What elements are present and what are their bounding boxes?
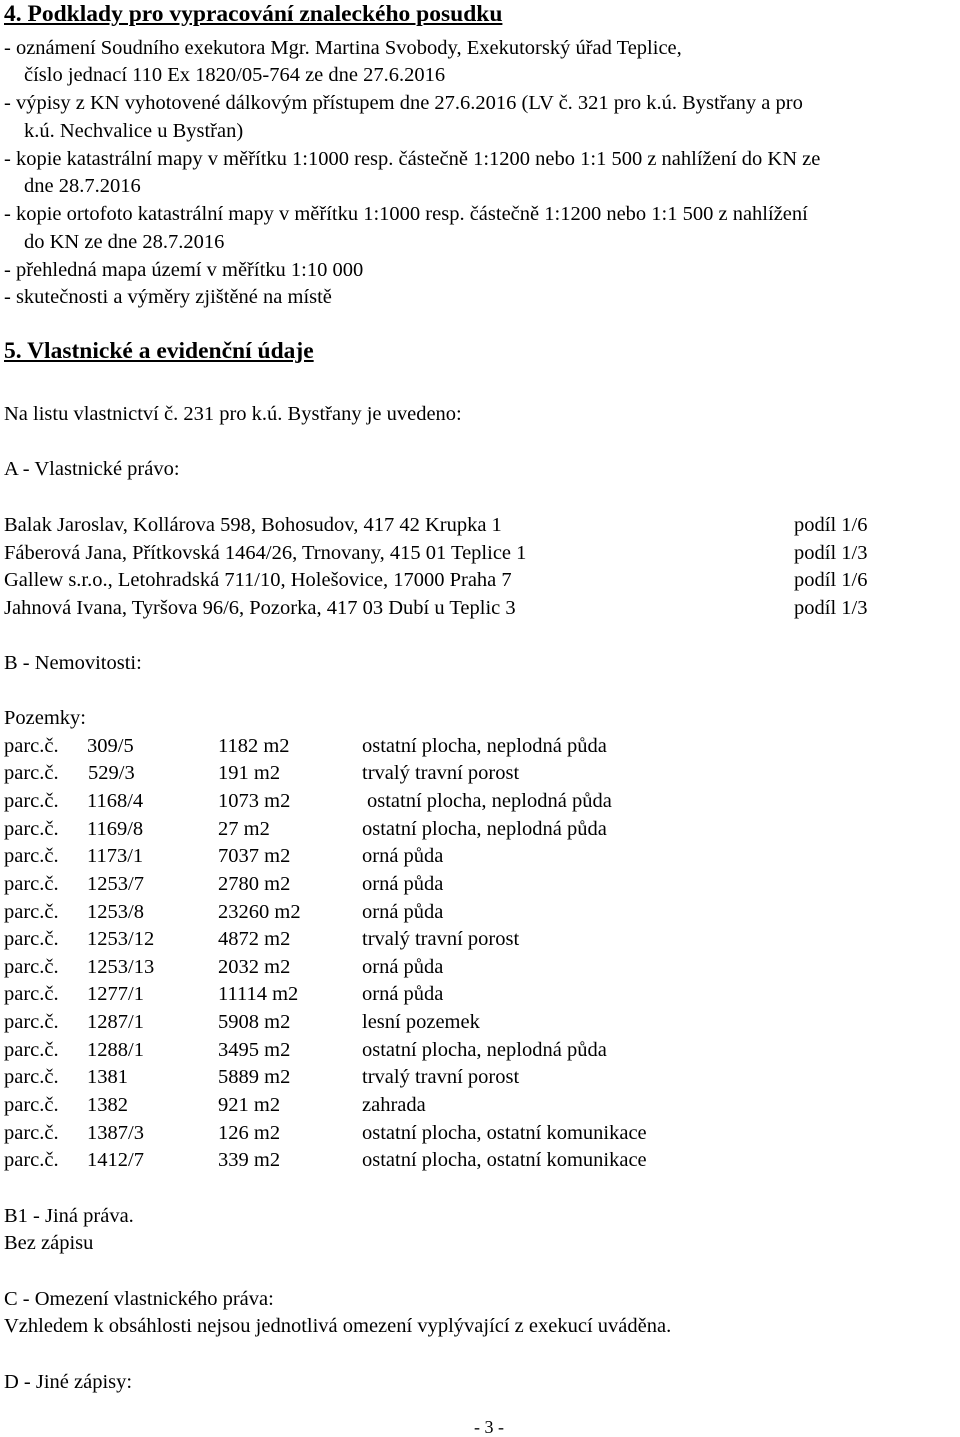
parcel-type: orná půda: [362, 901, 444, 923]
parcel-number: 1168/4: [87, 790, 144, 812]
parcel-type: lesní pozemek: [362, 1011, 480, 1033]
owner-name: Gallew s.r.o., Letohradská 711/10, Holešovice, 17000 Praha 7: [4, 569, 512, 591]
section-4-heading: 4. Podklady pro vypracování znaleckého posudku: [4, 1, 503, 27]
parcel-type: ostatní plocha, neplodná půda: [362, 818, 607, 840]
parcel-area: 1182 m2: [218, 735, 290, 757]
parcel-number: 1412/7: [87, 1149, 144, 1171]
source-line: - výpisy z KN vyhotovené dálkovým přístupem dne 27.6.2016 (LV č. 321 pro k.ú. Bystřany a pro: [4, 92, 803, 114]
source-line: k.ú. Nechvalice u Bystřan): [24, 120, 244, 142]
parcel-type: trvalý travní porost: [362, 1066, 520, 1088]
parcel-number: 1253/8: [87, 901, 144, 923]
parcel-area: 5908 m2: [218, 1011, 291, 1033]
source-line: - skutečnosti a výměry zjištěné na místě: [4, 286, 332, 308]
parcel-area: 4872 m2: [218, 928, 291, 950]
parcel-prefix: parc.č.: [4, 928, 59, 950]
parcel-number: 1169/8: [87, 818, 144, 840]
parcel-number: 529/3: [88, 762, 135, 784]
parcel-area: 3495 m2: [218, 1039, 291, 1061]
parcel-type: orná půda: [362, 956, 444, 978]
parcel-prefix: parc.č.: [4, 956, 59, 978]
parcel-type: orná půda: [362, 873, 444, 895]
other-entries-title: D - Jiné zápisy:: [4, 1371, 133, 1393]
parcel-prefix: parc.č.: [4, 735, 59, 757]
owner-share: podíl 1/3: [794, 597, 868, 619]
owner-name: Jahnová Ivana, Tyršova 96/6, Pozorka, 417 03 Dubí u Teplic 3: [4, 597, 516, 619]
parcel-area: 7037 m2: [218, 845, 291, 867]
source-line: do KN ze dne 28.7.2016: [24, 231, 225, 253]
parcel-prefix: parc.č.: [4, 1149, 59, 1171]
owner-share: podíl 1/6: [794, 514, 868, 536]
parcel-area: 126 m2: [218, 1122, 281, 1144]
property-b-title: B - Nemovitosti:: [4, 652, 142, 674]
section-5-heading: 5. Vlastnické a evidenční údaje: [4, 338, 314, 364]
page-number: - 3 -: [474, 1417, 504, 1437]
parcel-prefix: parc.č.: [4, 983, 59, 1005]
parcel-prefix: parc.č.: [4, 818, 59, 840]
parcel-number: 1253/12: [87, 928, 155, 950]
parcel-number: 1287/1: [87, 1011, 144, 1033]
parcel-number: 309/5: [87, 735, 134, 757]
parcel-prefix: parc.č.: [4, 1122, 59, 1144]
parcel-type: orná půda: [362, 845, 444, 867]
parcel-prefix: parc.č.: [4, 845, 59, 867]
source-line: - kopie ortofoto katastrální mapy v měřítku 1:1000 resp. částečně 1:1200 nebo 1:1 500 z nahlížení: [4, 203, 808, 225]
parcel-type: trvalý travní porost: [362, 762, 520, 784]
parcel-type: ostatní plocha, neplodná půda: [367, 790, 612, 812]
owner-share: podíl 1/6: [794, 569, 868, 591]
source-line: dne 28.7.2016: [24, 175, 141, 197]
owner-name: Balak Jaroslav, Kollárova 598, Bohosudov, 417 42 Krupka 1: [4, 514, 502, 536]
parcel-type: ostatní plocha, ostatní komunikace: [362, 1122, 647, 1144]
parcel-area: 921 m2: [218, 1094, 281, 1116]
parcel-area: 23260 m2: [218, 901, 301, 923]
restrictions-title: C - Omezení vlastnického práva:: [4, 1288, 274, 1310]
parcel-type: ostatní plocha, ostatní komunikace: [362, 1149, 647, 1171]
parcel-area: 339 m2: [218, 1149, 281, 1171]
parcel-prefix: parc.č.: [4, 901, 59, 923]
pozemky-label: Pozemky:: [4, 707, 86, 729]
parcel-area: 2032 m2: [218, 956, 291, 978]
parcel-area: 11114 m2: [218, 983, 299, 1005]
ownership-intro: Na listu vlastnictví č. 231 pro k.ú. Bystřany je uvedeno:: [4, 403, 462, 425]
parcel-area: 191 m2: [218, 762, 281, 784]
parcel-prefix: parc.č.: [4, 1094, 59, 1116]
owner-share: podíl 1/3: [794, 542, 868, 564]
parcel-type: orná půda: [362, 983, 444, 1005]
source-line: - přehledná mapa území v měřítku 1:10 000: [4, 259, 364, 281]
parcel-type: zahrada: [362, 1094, 426, 1116]
parcel-prefix: parc.č.: [4, 1011, 59, 1033]
parcel-number: 1277/1: [87, 983, 144, 1005]
parcel-number: 1381: [87, 1066, 128, 1088]
parcel-type: trvalý travní porost: [362, 928, 520, 950]
restrictions-text: Vzhledem k obsáhlosti nejsou jednotlivá omezení vyplývající z exekucí uváděna.: [4, 1315, 672, 1337]
parcel-prefix: parc.č.: [4, 1039, 59, 1061]
other-rights-value: Bez zápisu: [4, 1232, 94, 1254]
ownership-a-title: A - Vlastnické právo:: [4, 458, 180, 480]
parcel-number: 1387/3: [87, 1122, 144, 1144]
parcel-type: ostatní plocha, neplodná půda: [362, 735, 607, 757]
owner-name: Fáberová Jana, Přítkovská 1464/26, Trnovany, 415 01 Teplice 1: [4, 542, 527, 564]
source-line: - kopie katastrální mapy v měřítku 1:1000 resp. částečně 1:1200 nebo 1:1 500 z nahlížení do KN ze: [4, 148, 821, 170]
parcel-number: 1382: [87, 1094, 128, 1116]
parcel-number: 1288/1: [87, 1039, 144, 1061]
parcel-number: 1253/7: [87, 873, 144, 895]
parcel-prefix: parc.č.: [4, 1066, 59, 1088]
parcel-prefix: parc.č.: [4, 762, 59, 784]
parcel-prefix: parc.č.: [4, 873, 59, 895]
parcel-type: ostatní plocha, neplodná půda: [362, 1039, 607, 1061]
source-line: - oznámení Soudního exekutora Mgr. Martina Svobody, Exekutorský úřad Teplice,: [4, 37, 682, 59]
source-line: číslo jednací 110 Ex 1820/05-764 ze dne 27.6.2016: [24, 64, 446, 86]
parcel-area: 1073 m2: [218, 790, 291, 812]
parcel-area: 2780 m2: [218, 873, 291, 895]
parcel-number: 1173/1: [87, 845, 144, 867]
parcel-area: 5889 m2: [218, 1066, 291, 1088]
other-rights-title: B1 - Jiná práva.: [4, 1205, 134, 1227]
parcel-area: 27 m2: [218, 818, 270, 840]
parcel-prefix: parc.č.: [4, 790, 59, 812]
parcel-number: 1253/13: [87, 956, 155, 978]
